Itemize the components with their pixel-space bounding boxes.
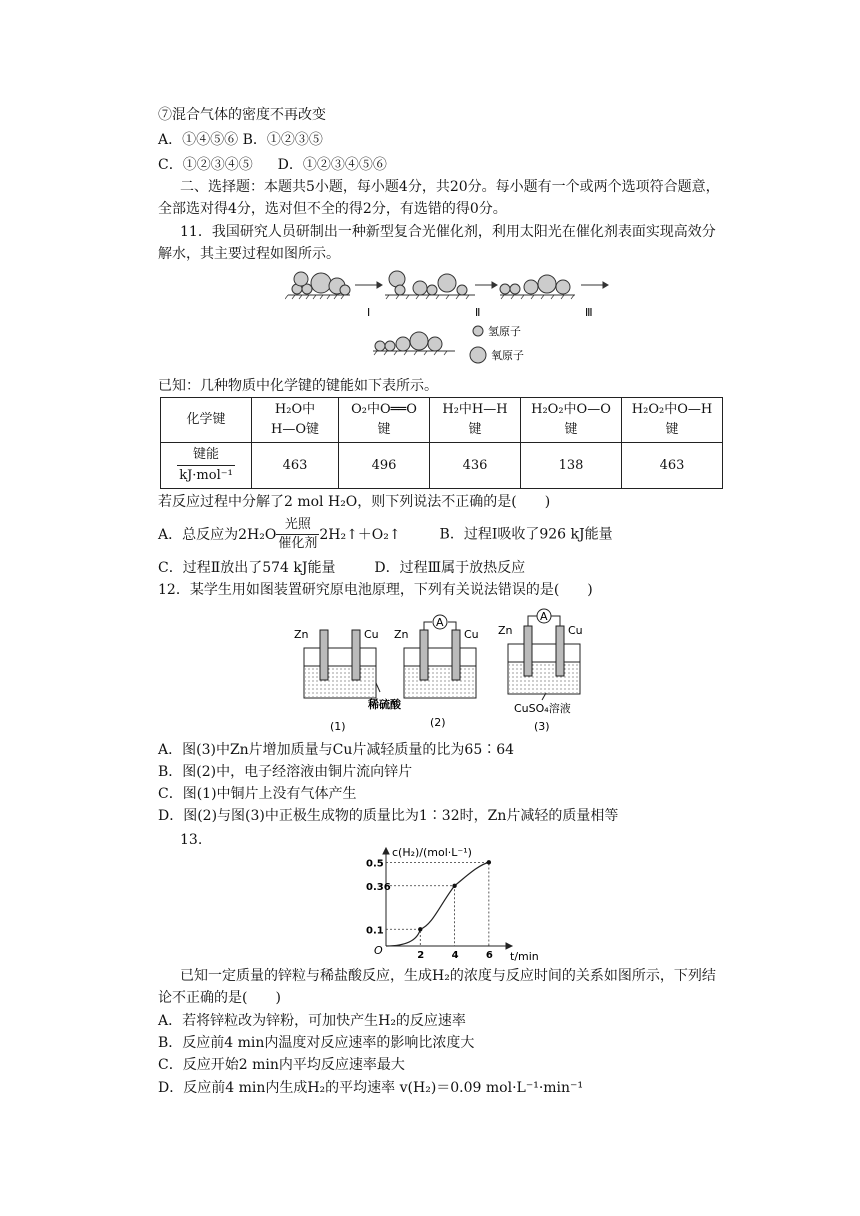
table-row — [161, 443, 723, 489]
chart-xlabel: t/min — [510, 950, 539, 963]
item-7: ⑦混合气体的密度不再改变 — [158, 107, 326, 123]
q11-question: 若反应过程中分解了2 mol H₂O，则下列说法不正确的是( ) — [158, 494, 551, 510]
table-header-bond: 化学键 — [161, 398, 252, 443]
table-cell: 436 — [430, 443, 521, 489]
q13-option-d: D．反应前4 min内生成H₂的平均速率 v(H₂)＝0.09 mol·L⁻¹·min⁻¹ — [158, 1080, 584, 1096]
q12-cell-figure — [292, 608, 592, 738]
caption-2: (2) — [430, 716, 446, 729]
q11-known: 已知：几种物质中化学键的键能如下表所示。 — [158, 378, 438, 394]
q11-option-b: B．过程Ⅰ吸收了926 kJ能量 — [439, 526, 613, 543]
legend-hydrogen: 氢原子 — [488, 325, 521, 338]
q12-option-b: B．图(2)中，电子经溶液由铜片流向锌片 — [158, 764, 413, 780]
q10-option-d: D．①②③④⑤⑥ — [277, 157, 387, 173]
table-cell: 138 — [521, 443, 622, 489]
acid-label: 稀硫酸 — [368, 698, 401, 711]
chart-xtick-label: 2 — [417, 950, 425, 961]
caption-3: (3) — [534, 720, 550, 733]
cu-label: Cu — [568, 624, 583, 637]
q13-option-c: C．反应开始2 min内平均反应速率最大 — [158, 1057, 405, 1073]
caption-1: (1) — [330, 720, 346, 733]
cu-label: Cu — [364, 628, 379, 641]
chart-xtick-label: 4 — [451, 950, 459, 961]
q13-number: 13. — [180, 832, 203, 848]
h2-concentration-chart — [366, 846, 546, 966]
section2-line1: 二、选择题：本题共5小题，每小题4分，共20分。每小题有一个或两个选项符合题意， — [180, 179, 720, 195]
chart-point — [452, 884, 456, 888]
q12-option-a: A．图(3)中Zn片增加质量与Cu片减轻质量的比为65∶64 — [158, 742, 515, 758]
ammeter-label: A — [540, 610, 548, 623]
q11-stem-2: 解水，其主要过程如图所示。 — [158, 246, 340, 262]
q13-option-a: A．若将锌粒改为锌粉，可加快产生H₂的反应速率 — [158, 1013, 466, 1029]
q13-option-b: B．反应前4 min内温度对反应速率的影响比浓度大 — [158, 1035, 475, 1051]
chart-guide-line — [386, 862, 489, 946]
zn-label: Zn — [498, 624, 513, 637]
q10-options-ab — [158, 130, 323, 150]
q12-option-d: D．图(2)与图(3)中正极生成物的质量比为1∶32时，Zn片减轻的质量相等 — [158, 808, 619, 824]
chart-origin: O — [374, 944, 383, 957]
chart-point — [487, 860, 491, 864]
q12-stem: 12．某学生用如图装置研究原电池原理，下列有关说法错误的是( ) — [158, 582, 593, 598]
q12-option-c: C．图(1)中铜片上没有气体产生 — [158, 786, 357, 802]
q13-stem-1: 已知一定质量的锌粒与稀盐酸反应，生成H₂的浓度与反应时间的关系如图所示，下列结 — [180, 968, 716, 984]
table-header: H₂中H—H 键 — [430, 398, 521, 443]
table-header: O₂中O══O 键 — [339, 398, 430, 443]
q10-option-b: B．①②③⑤ — [242, 132, 323, 148]
ammeter-label: A — [436, 616, 444, 629]
q11-stem-1: 11．我国研究人员研制出一种新型复合光催化剂，利用太阳光在催化剂表面实现高效分 — [180, 224, 716, 240]
table-row-label: $\frac{\text{键能}}{\text{kJ·mol⁻¹}}$ — [161, 443, 252, 489]
q10-option-c: C．①②③④⑤ — [158, 157, 253, 173]
chart-series-line — [386, 862, 489, 946]
cu-label: Cu — [464, 628, 479, 641]
fig-label-1: Ⅰ — [367, 306, 371, 319]
q11-option-c: C．过程Ⅱ放出了574 kJ能量 — [158, 560, 336, 576]
q10-option-a: A．①④⑤⑥ — [158, 132, 239, 148]
legend-oxygen: 氧原子 — [491, 349, 524, 362]
q11-option-a: A．总反应为2H₂O $\frac{\text{光照}}{\text{催化剂}}$ 2H₂↑＋O₂↑ — [158, 517, 401, 551]
table-cell: 496 — [339, 443, 430, 489]
chart-ytick-label: 0.36 — [366, 881, 391, 893]
bond-energy-table — [160, 397, 723, 489]
table-header: H₂O₂中O—O 键 — [521, 398, 622, 443]
q11-options-cd — [158, 558, 525, 578]
fig-label-3: Ⅲ — [585, 306, 593, 319]
fig-label-2: Ⅱ — [475, 306, 481, 319]
table-header: H₂O₂中O—H 键 — [622, 398, 723, 443]
q11-process-figure — [285, 268, 645, 368]
chart-ytick-label: 0.5 — [366, 858, 384, 870]
section2-line2: 全部选对得4分，选对但不全的得2分，有选错的得0分。 — [158, 201, 507, 217]
q13-stem-2: 论不正确的是( ) — [158, 990, 281, 1006]
zn-label: Zn — [394, 628, 409, 641]
chart-ytick-label: 0.1 — [366, 925, 384, 937]
table-cell: 463 — [252, 443, 339, 489]
q11-options-ab — [158, 516, 613, 553]
chart-point — [418, 927, 422, 931]
table-cell: 463 — [622, 443, 723, 489]
table-row — [161, 398, 723, 443]
q10-options-cd — [158, 155, 387, 175]
zn-label: Zn — [294, 628, 309, 641]
q11-option-d: D．过程Ⅲ属于放热反应 — [374, 560, 526, 576]
chart-xtick-label: 6 — [485, 950, 493, 961]
cuso4-label: CuSO₄溶液 — [514, 702, 571, 715]
chart-ylabel: c(H₂)/(mol·L⁻¹) — [392, 846, 472, 859]
table-header: H₂O中 H—O键 — [252, 398, 339, 443]
